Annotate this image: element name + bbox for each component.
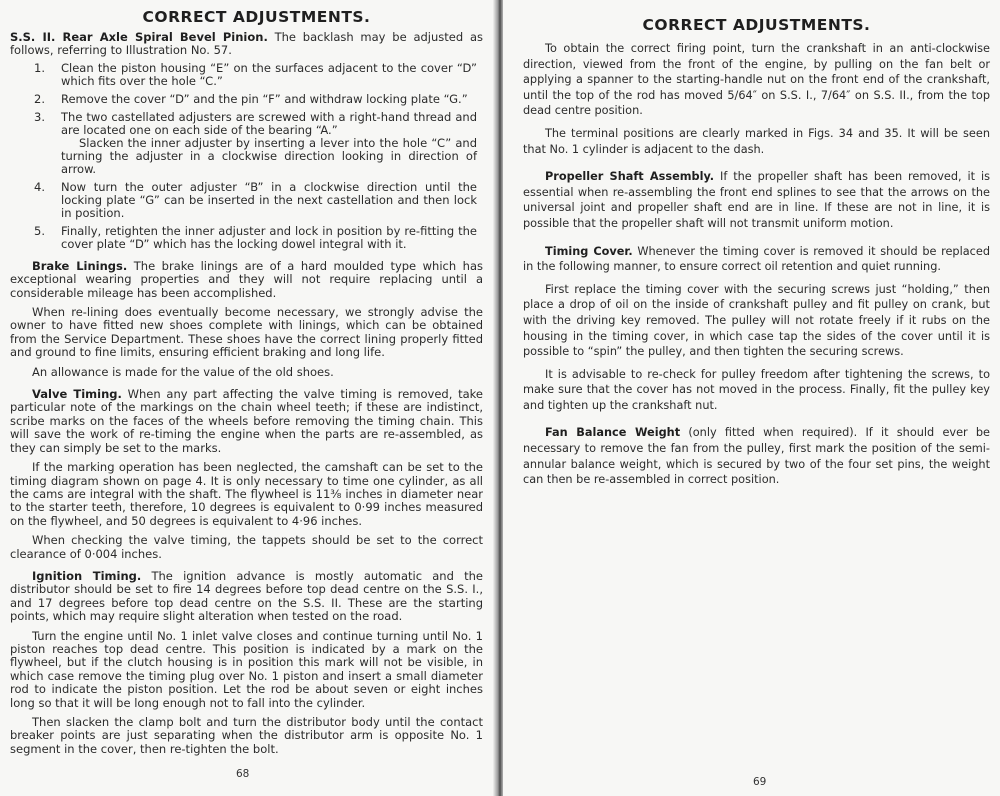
ignition-timing-title: Ignition Timing. <box>32 568 142 583</box>
left-page <box>0 0 497 796</box>
propeller-shaft-paragraph: Propeller Shaft Assembly. If the propeller shaft has been removed, it is essential when re-assembling the front end splines to see that the arrows on the universal joint and propeller shaft end are in line. If these are not in line, it is possible that the propeller shaft will not transmit uniform motion. <box>523 170 990 230</box>
valve-timing-paragraph: Valve Timing. When any part affecting the valve timing is removed, take particular note of the markings on the chain wheel teeth; if these are indistinct, scribe marks on the faces of the wheels before removing the timing chain. This will save the work of re-timing the engine when the parts are re-assembled, as they can simply be set to the marks. <box>10 387 484 455</box>
valve-paragraph-2: If the marking operation has been neglected, the camshaft can be set to the timing diagram shown on page 4. It is only necessary to time one cylinder, as all the cams are integral with the shaft. The flywheel is 11⅜ inches in diameter near to the starter teeth, therefore, 10 degrees is equivalent to 0·99 inches measured on the flywheel, and 50 degrees is equivalent to 4·96 inches. <box>10 460 483 528</box>
step-2: 2. Remove the cover “D” and the pin “F” and withdraw locking plate “G.” <box>34 91 468 106</box>
rear-axle-steps <box>10 62 483 251</box>
step-5: 5. Finally, retighten the inner adjuster and lock in position by re-fitting the cover plate “D” which has the locking dowel integral with it. <box>34 223 477 251</box>
page-heading: CORRECT ADJUSTMENTS. <box>642 16 871 34</box>
rear-axle-lead: The backlash may be adjusted as follows, referring to Illustration No. 57. <box>10 30 483 58</box>
timing-cover-title: Timing Cover. <box>545 244 633 258</box>
brake-linings-title: Brake Linings. <box>32 258 128 273</box>
ignition-paragraph-3: Then slacken the clamp bolt and turn the distributor body until the contact breaker points are just separating when the distributor arm is opposite No. 1 segment in the cover, then re-tighten the bolt. <box>10 715 483 756</box>
right-page <box>503 0 1000 796</box>
page-number: 68 <box>236 768 250 780</box>
valve-paragraph-3: When checking the valve timing, the tappets should be set to the correct clearance of 0·004 inches. <box>10 533 483 561</box>
timing-cover-paragraph-2: First replace the timing cover with the securing screws just “holding,” then place a drop of oil on the inside of crankshaft pulley and fit pulley on crank, but with the driving key removed. The pulley will not rotate freely if it rubs on the housing in the timing cover, in which case tap the sides of the cover until it is possible to “spin” the pulley, and then tighten the securing screws. <box>523 282 990 359</box>
terminal-positions-paragraph: The terminal positions are clearly marked in Figs. 34 and 35. It will be seen that No. 1 cylinder is adjacent to the dash. <box>523 126 990 156</box>
step-3-continuation: Slacken the inner adjuster by inserting a lever into the hole “C” and turning the adjuster in a clockwise direction looking in direction of arrow. <box>61 135 477 176</box>
valve-timing-title: Valve Timing. <box>32 387 122 402</box>
timing-cover-paragraph: Timing Cover. Whenever the timing cover is removed it should be replaced in the following manner, to ensure correct oil retention and quiet running. <box>523 244 990 274</box>
brake-paragraph-3: An allowance is made for the value of the old shoes. <box>32 364 334 379</box>
rear-axle-title: S.S. II. Rear Axle Spiral Bevel Pinion. <box>10 30 268 44</box>
step-4: 4. Now turn the outer adjuster “B” in a clockwise direction until the locking plate “G” can be inserted in the next castellation and then lock in position. <box>34 179 477 220</box>
ignition-paragraph-2: Turn the engine until No. 1 inlet valve closes and continue turning until No. 1 piston reaches top dead centre. This position is indicated by a mark on the flywheel, but if the clutch housing is in position this mark will not be visible, in which case remove the timing plug over No. 1 piston and insert a small diameter rod to indicate the piston position. Let the rod be about seven or eight inches long so that it will be long enough not to fall into the cylinder. <box>10 628 483 710</box>
step-3: 3. The two castellated adjusters are screwed with a right-hand thread and are located one on each side of the bearing “A.” Slacken the inner adjuster by inserting a lever into the hole “C” and turning the adjuster in a clockwise direction looking in direction of arrow. <box>34 109 477 176</box>
fan-balance-paragraph: Fan Balance Weight (only fitted when required). If it should ever be necessary to remove the fan from the pulley, first mark the position of the semi-annular balance weight, which is secured by two of the four set pins, the weight can then be re-assembled in correct position. <box>523 426 991 487</box>
page-number: 69 <box>753 776 767 788</box>
page-heading: CORRECT ADJUSTMENTS. <box>142 8 371 26</box>
rear-axle-intro <box>10 31 483 58</box>
firing-point-paragraph: To obtain the correct firing point, turn the crankshaft in an anti-clockwise direction, viewed from the front of the engine, by pulling on the fan belt or applying a spanner to the starting-handle nut on the front end of the crankshaft, until the top of the rod has moved 5/64″ on S.S. I., 7/64″ on S.S. II., from the top dead centre position. <box>523 42 990 118</box>
timing-cover-paragraph-3: It is advisable to re-check for pulley freedom after tightening the screws, to make sure that the cover has not moved in the process. Finally, fit the pulley key and tighten up the crankshaft nut. <box>523 367 990 412</box>
ignition-timing-paragraph: Ignition Timing. The ignition advance is mostly automatic and the distributor should be set to fire 14 degrees before top dead centre on the S.S. I., and 17 degrees before top dead centre on the S.S. II. These are the starting points, which may require slight alteration when tested on the road. <box>10 568 483 624</box>
propeller-shaft-title: Propeller Shaft Assembly. <box>545 170 715 184</box>
brake-paragraph-2: When re-lining does eventually become necessary, we strongly advise the owner to have fitted new shoes complete with linings, which can be obtained from the Service Department. These shoes have the correct lining properly fitted and ground to fine limits, ensuring efficient braking and long life. <box>10 305 483 360</box>
step-1: 1. Clean the piston housing “E” on the surfaces adjacent to the cover “D” which fits over the hole “C.” <box>34 60 477 88</box>
brake-linings-paragraph: Brake Linings. The brake linings are of a hard moulded type which has exceptional wearing properties and they will not require replacing until a considerable mileage has been accomplished. <box>10 258 484 300</box>
fan-balance-title: Fan Balance Weight <box>545 426 681 440</box>
